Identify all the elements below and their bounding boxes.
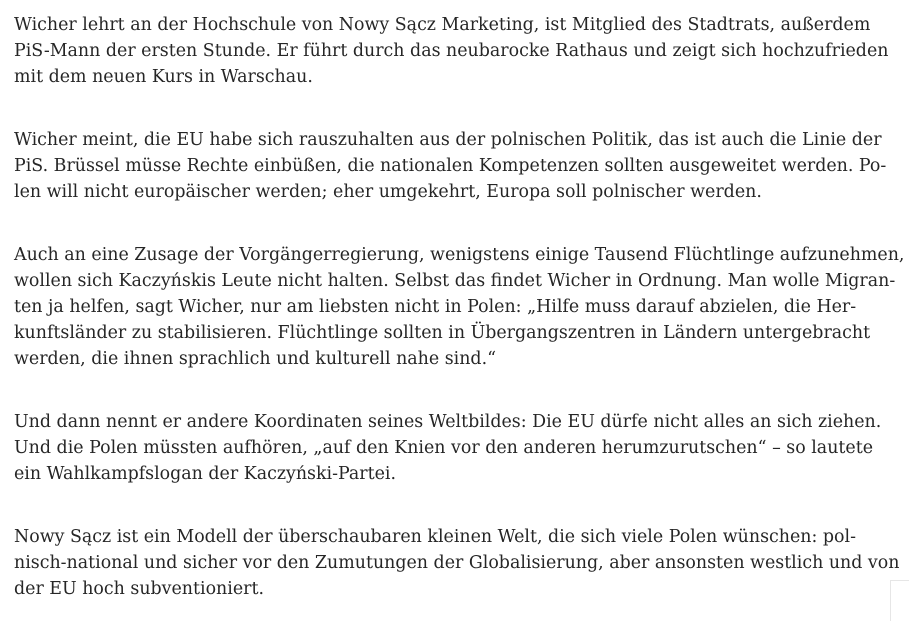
paragraph-line: len will nicht europäischer werden; eher umgekehrt, Europa soll polnischer werden. (14, 182, 762, 202)
paragraph-line: wollen sich Kaczyńskis Leute nicht halten. Selbst das findet Wicher in Ordnung. Man wolle Migran- (14, 271, 896, 291)
paragraph-line: PiS-Mann der ersten Stunde. Er führt durch das neubarocke Rathaus und zeigt sich hochzufrieden (14, 41, 889, 61)
paragraph-3 (14, 242, 905, 372)
article-body (14, 12, 905, 639)
paragraph-line: PiS. Brüssel müsse Rechte einbüßen, die nationalen Kompetenzen sollten ausgeweitet werden. Po- (14, 156, 887, 176)
paragraph-line: mit dem neuen Kurs in Warschau. (14, 67, 313, 87)
paragraph-line: Wicher lehrt an der Hochschule von Nowy Sącz Marketing, ist Mitglied des Stadtrats, außerdem (14, 15, 871, 35)
paragraph-line: kunftsländer zu stabilisieren. Flüchtlinge sollten in Übergangszentren in Ländern untergebracht (14, 323, 871, 343)
paragraph-line: der EU hoch subventioniert. (14, 579, 264, 599)
paragraph-4 (14, 409, 894, 487)
paragraph-line: ein Wahlkampfslogan der Kaczyński-Partei. (14, 464, 396, 484)
floating-panel-edge (890, 580, 909, 621)
paragraph-5 (14, 524, 900, 602)
paragraph-line: Nowy Sącz ist ein Modell der überschaubaren kleinen Welt, die sich viele Polen wünschen: pol- (14, 527, 856, 547)
paragraph-2 (14, 127, 894, 205)
paragraph-line: Und dann nennt er andere Koordinaten seines Weltbildes: Die EU dürfe nicht alles an sich ziehen. (14, 412, 882, 432)
paragraph-line: ten ja helfen, sagt Wicher, nur am liebsten nicht in Polen: „Hilfe muss darauf abzielen, die Her- (14, 297, 857, 317)
paragraph-line: nisch-national und sicher vor den Zumutungen der Globalisierung, aber ansonsten westlich und von (14, 553, 900, 573)
paragraph-line: Und die Polen müssten aufhören, „auf den Knien vor den anderen herumzurutschen“ – so lautete (14, 438, 873, 458)
paragraph-1 (14, 12, 894, 90)
paragraph-line: Wicher meint, die EU habe sich rauszuhalten aus der polnischen Politik, das ist auch die Linie der (14, 130, 882, 150)
paragraph-line: werden, die ihnen sprachlich und kulturell nahe sind.“ (14, 349, 497, 369)
paragraph-line: Auch an eine Zusage der Vorgängerregierung, wenigstens einige Tausend Flüchtlinge aufzunehmen, (14, 245, 905, 265)
